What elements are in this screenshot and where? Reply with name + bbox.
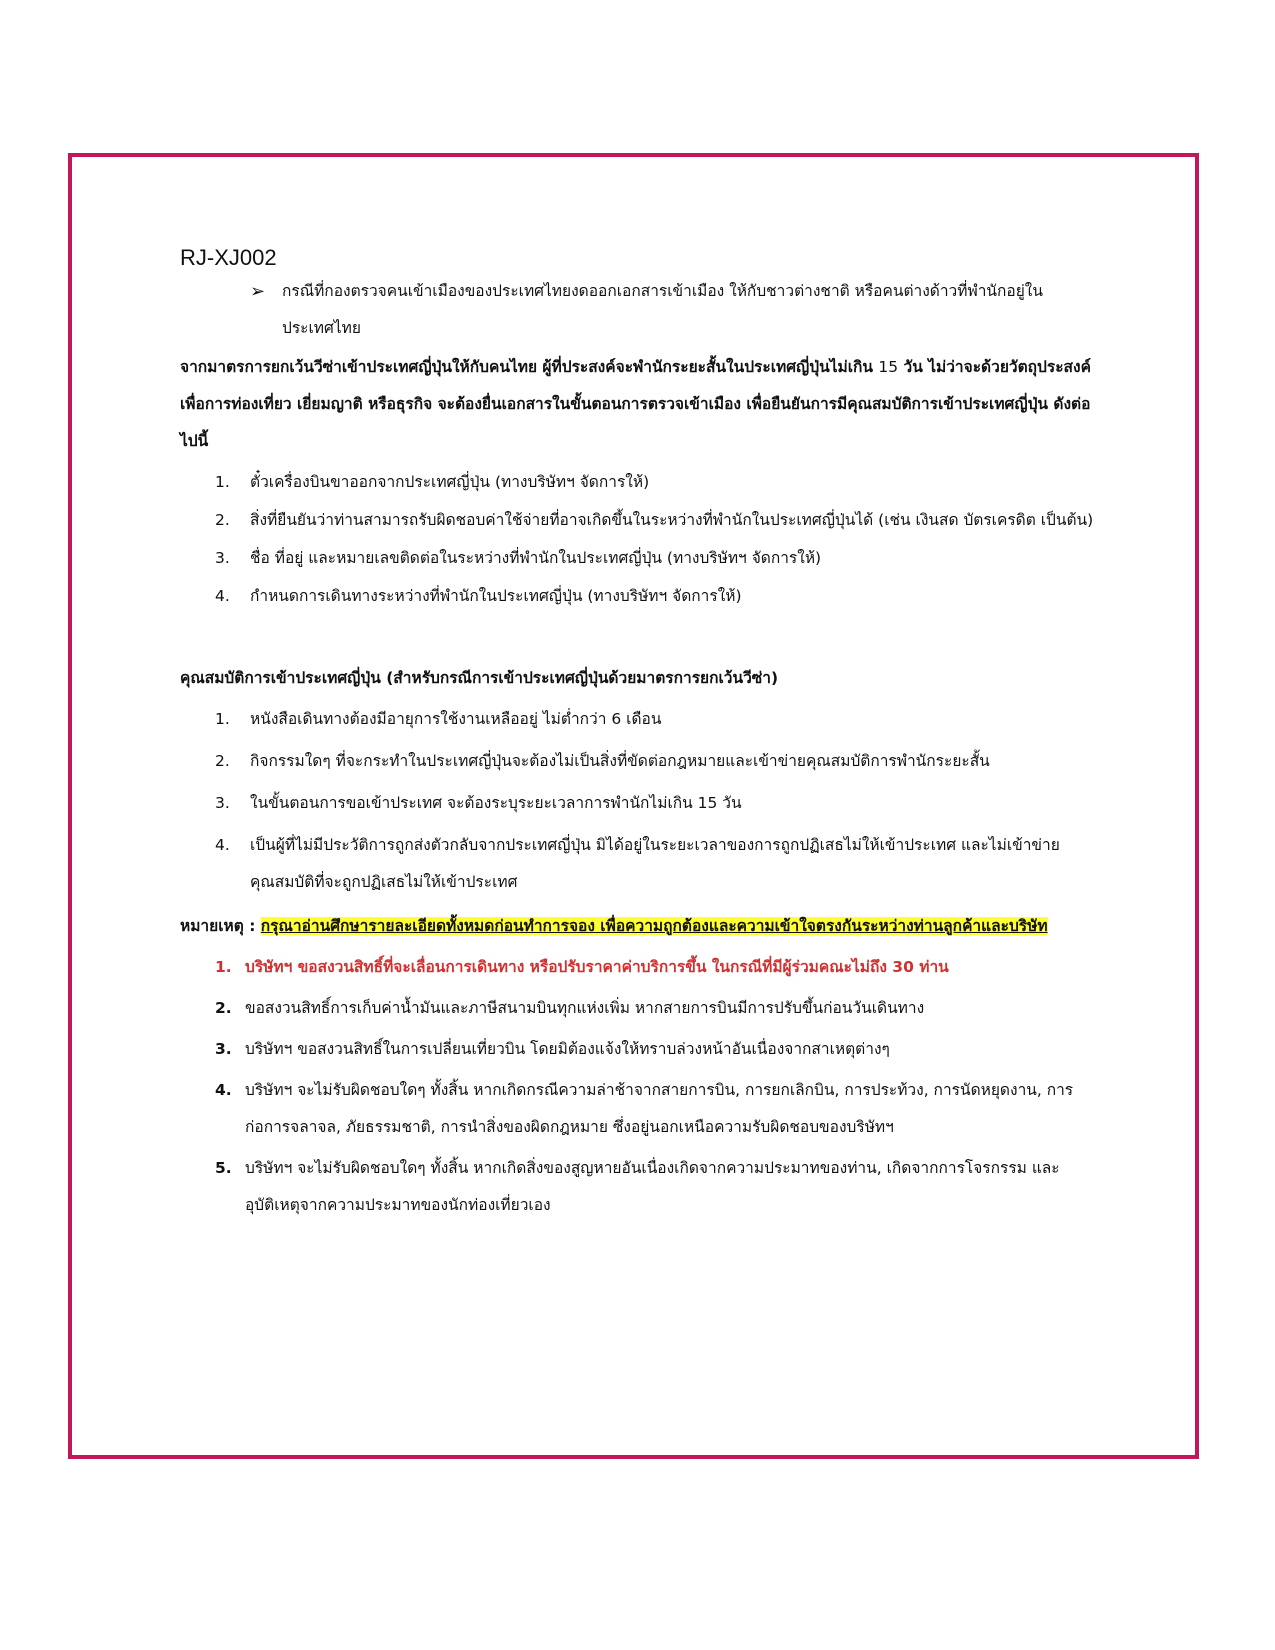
item-text: ขอสงวนสิทธิ์การเก็บค่าน้ำมันและภาษีสนามบินทุกแห่งเพิ่ม หากสายการบินมีการปรับขึ้นก่อนวันเดินทาง: [245, 999, 925, 1017]
note-label: หมายเหตุ :: [180, 917, 261, 935]
item-number: 4.: [215, 1081, 232, 1099]
list-item: [180, 949, 1100, 986]
item-text: บริษัทฯ ขอสงวนสิทธิ์ในการเปลี่ยนเที่ยวบิน โดยมิต้องแจ้งให้ทราบล่วงหน้าอันเนื่องจากสาเหตุต่างๆ: [245, 1040, 890, 1058]
qualification-list: [180, 701, 1100, 901]
terms-list: [180, 949, 1100, 1224]
list-item: [180, 1072, 1100, 1146]
item-number: 2.: [215, 999, 232, 1017]
arrow-bullet: [250, 273, 1100, 347]
list-item: [180, 1150, 1100, 1224]
note-highlight: กรุณาอ่านศึกษารายละเอียดทั้งหมดก่อนทำการจอง เพื่อความถูกต้องและความเข้าใจตรงกันระหว่างท่านลูกค้าและบริษัท: [260, 917, 1048, 935]
item-number: 1.: [215, 473, 230, 491]
intro-number: 15: [878, 358, 899, 376]
item-number: 2.: [215, 511, 230, 529]
item-number: 1.: [215, 958, 232, 976]
item-number: 1.: [215, 710, 230, 728]
intro-paragraph: [180, 349, 1100, 460]
list-item: [180, 540, 1100, 577]
item-text: ชื่อ ที่อยู่ และหมายเลขติดต่อในระหว่างที่พำนักในประเทศญี่ปุ่น (ทางบริษัทฯ จัดการให้): [250, 549, 822, 567]
list-item: [180, 1031, 1100, 1068]
list-item: [180, 990, 1100, 1027]
item-text: หนังสือเดินทางต้องมีอายุการใช้งานเหลืออยู่ ไม่ต่ำกว่า 6 เดือน: [250, 710, 662, 728]
document-content: [180, 245, 1100, 1228]
item-number: 2.: [215, 752, 230, 770]
list-item: [180, 464, 1100, 501]
arrow-bullet-text: กรณีที่กองตรวจคนเข้าเมืองของประเทศไทยงดออกเอกสารเข้าเมือง ให้กับชาวต่างชาติ หรือคนต่างด้าวที่พำนักอยู่ในประเทศไทย: [282, 282, 1043, 337]
item-text: บริษัทฯ จะไม่รับผิดชอบใดๆ ทั้งสิ้น หากเกิดสิ่งของสูญหายอันเนื่องเกิดจากความประมาทของท่าน, เกิดจากการโจรกรรม และอุบัติเหตุจากความประมาทของนักท่องเที่ยวเอง: [245, 1159, 1060, 1214]
list-item: [180, 578, 1100, 615]
list-item: [180, 743, 1100, 780]
item-number: 3.: [215, 549, 230, 567]
list-item: [180, 701, 1100, 738]
item-text: ตั๋วเครื่องบินขาออกจากประเทศญี่ปุ่น (ทางบริษัทฯ จัดการให้): [250, 473, 650, 491]
required-documents-list: [180, 464, 1100, 615]
item-number: 3.: [215, 1040, 232, 1058]
tour-code: RJ-XJ002: [180, 245, 277, 270]
intro-text-b: วัน ไม่ว่าจะด้วยวัตถุประสงค์เพื่อการท่องเที่ยว เยี่ยมญาติ หรือธุรกิจ จะต้องยื่นเอกสารในขั้นตอนการตรวจเข้าเมือง เพื่อยืนยันการมีคุณสมบัติการเข้าประเทศญี่ปุ่น ดังต่อไปนี้: [180, 358, 1091, 450]
list-item: [180, 827, 1100, 901]
item-number: 3.: [215, 794, 230, 812]
item-text: เป็นผู้ที่ไม่มีประวัติการถูกส่งตัวกลับจากประเทศญี่ปุ่น มิได้อยู่ในระยะเวลาของการถูกปฏิเสธไม่ให้เข้าประเทศ และไม่เข้าข่ายคุณสมบัติที่จะถูกปฏิเสธไม่ให้เข้าประเทศ: [250, 836, 1060, 891]
list-item: [180, 785, 1100, 822]
intro-text-a: จากมาตรการยกเว้นวีซ่าเข้าประเทศญี่ปุ่นให้กับคนไทย ผู้ที่ประสงค์จะพำนักระยะสั้นในประเทศญี่ปุ่นไม่เกิน: [180, 358, 879, 376]
item-text: กิจกรรมใดๆ ที่จะกระทำในประเทศญี่ปุ่นจะต้องไม่เป็นสิ่งที่ขัดต่อกฎหมายและเข้าข่ายคุณสมบัติการพำนักระยะสั้น: [250, 752, 990, 770]
item-text: สิ่งที่ยืนยันว่าท่านสามารถรับผิดชอบค่าใช้จ่ายที่อาจเกิดขึ้นในระหว่างที่พำนักในประเทศญี่ปุ่นได้ (เช่น เงินสด บัตรเครดิต เป็นต้น): [250, 511, 1094, 529]
item-text: กำหนดการเดินทางระหว่างที่พำนักในประเทศญี่ปุ่น (ทางบริษัทฯ จัดการให้): [250, 587, 742, 605]
arrow-bullet-icon: ➢: [250, 281, 266, 302]
item-text: ในขั้นตอนการขอเข้าประเทศ จะต้องระบุระยะเวลาการพำนักไม่เกิน 15 วัน: [250, 794, 742, 812]
item-number: 4.: [215, 836, 230, 854]
qualification-heading: คุณสมบัติการเข้าประเทศญี่ปุ่น (สำหรับกรณีการเข้าประเทศญี่ปุ่นด้วยมาตรการยกเว้นวีซ่า): [180, 669, 779, 687]
item-text: บริษัทฯ จะไม่รับผิดชอบใดๆ ทั้งสิ้น หากเกิดกรณีความล่าช้าจากสายการบิน, การยกเลิกบิน, การประท้วง, การนัดหยุดงาน, การก่อการจลาจล, ภัยธรรมชาติ, การนำสิ่งของผิดกฎหมาย ซึ่งอยู่นอกเหนือความรับผิดชอบของบริษัทฯ: [245, 1081, 1074, 1136]
note-paragraph: [180, 907, 1100, 945]
item-number: 4.: [215, 587, 230, 605]
list-item: [180, 502, 1100, 539]
item-number: 5.: [215, 1159, 232, 1177]
item-text: บริษัทฯ ขอสงวนสิทธิ์ที่จะเลื่อนการเดินทาง หรือปรับราคาค่าบริการขึ้น ในกรณีที่มีผู้ร่วมคณะไม่ถึง 30 ท่าน: [245, 958, 949, 976]
